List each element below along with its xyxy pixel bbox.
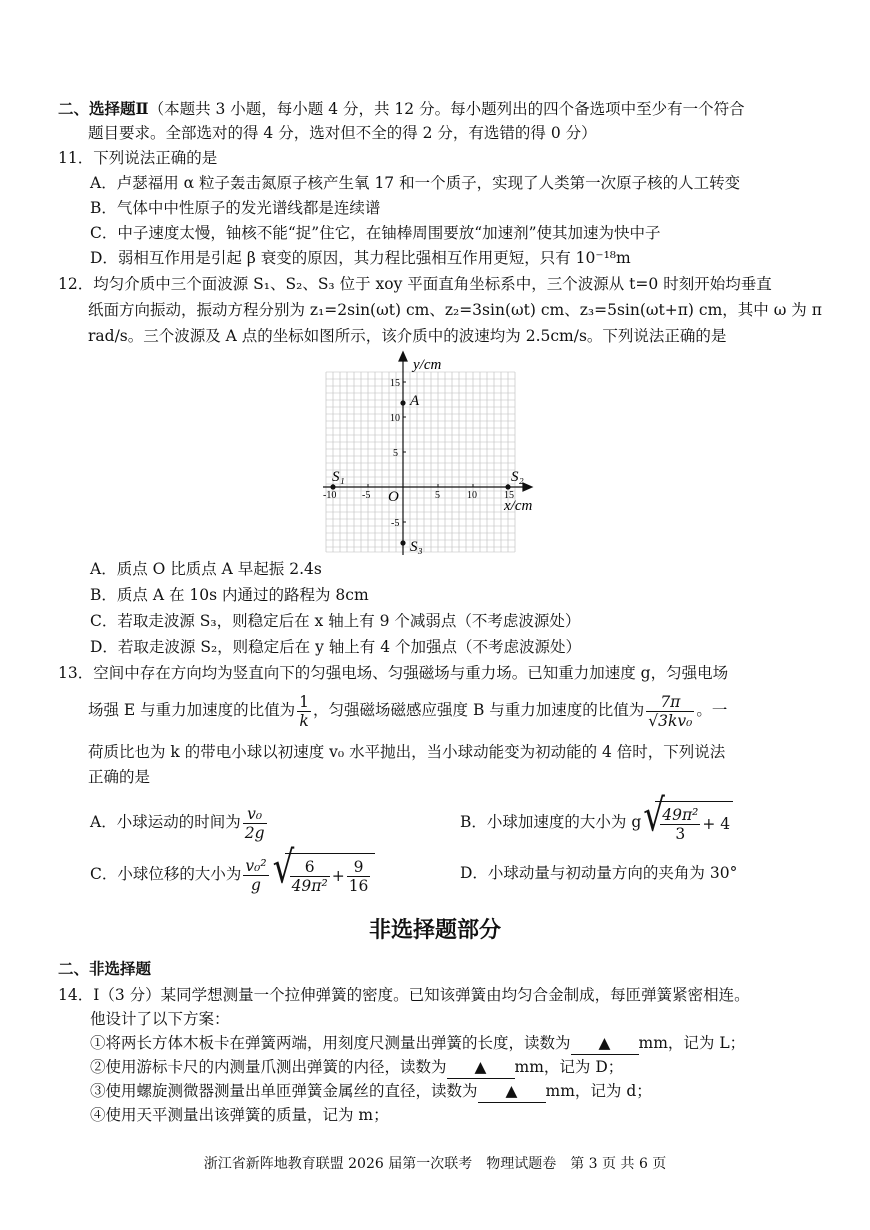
q12-option-c: C．若取走波源 S₃，则稳定后在 x 轴上有 9 个减弱点（不考虑波源处） bbox=[90, 612, 581, 630]
fraction-v0-2g bbox=[243, 805, 267, 842]
q14-step-4: ④使用天平测量出该弹簧的质量，记为 m； bbox=[90, 1106, 389, 1124]
x-tick-neg5: -5 bbox=[362, 490, 371, 501]
frac-den: 2g bbox=[244, 823, 265, 842]
section-choice-2 bbox=[58, 98, 745, 120]
y-tick-10: 10 bbox=[390, 413, 400, 424]
q14-line-1: 14．I（3 分）某同学想测量一个拉伸弹簧的密度。已知该弹簧由均匀合金制成，每匝弹簧紧密相连。 bbox=[58, 986, 750, 1004]
source-s1-label: S₁ bbox=[332, 469, 345, 485]
frac-den: g bbox=[251, 875, 261, 894]
y-axis-label: y/cm bbox=[413, 357, 442, 373]
q13-c-text: C．小球位移的大小为 bbox=[90, 865, 242, 883]
step-3-unit: mm，记为 d； bbox=[545, 1082, 652, 1100]
fraction-6-49pi2 bbox=[290, 858, 330, 895]
axes bbox=[323, 352, 532, 555]
q13-line-2 bbox=[88, 690, 727, 730]
answer-blank-3[interactable]: ▲ bbox=[478, 1080, 546, 1103]
q12-line-2: 纸面方向振动，振动方程分别为 z₁=2sin(ωt) cm、z₂=3sin(ωt) cm、z₃=5sin(ωt+π) cm，其中 ω 为 π bbox=[88, 301, 822, 319]
q13-option-b bbox=[460, 800, 733, 846]
grid bbox=[326, 372, 515, 552]
sqrt-expression bbox=[285, 853, 376, 898]
q13-b-text: B．小球加速度的大小为 g bbox=[460, 813, 642, 831]
point-a-label: A bbox=[410, 393, 420, 409]
q14-step-2 bbox=[90, 1056, 623, 1079]
frac-den: 16 bbox=[348, 877, 369, 895]
q11-option-a: A．卢瑟福用 α 粒子轰击氮原子核产生氧 17 和一个质子，实现了人类第一次原子核的人工转变 bbox=[90, 174, 741, 192]
q12-line-3: rad/s。三个波源及 A 点的坐标如图所示，该介质中的波速均为 2.5cm/s。下列说法正确的是 bbox=[88, 327, 727, 345]
source-s3-label: S₃ bbox=[410, 539, 423, 555]
q13-option-a bbox=[90, 800, 269, 844]
point-a bbox=[400, 400, 405, 405]
frac-num: 7π bbox=[646, 693, 694, 712]
x-tick-15: 15 bbox=[504, 490, 514, 501]
coordinate-figure bbox=[318, 350, 548, 555]
y-tick-neg5: -5 bbox=[391, 518, 400, 529]
frac-num: v₀² bbox=[245, 856, 267, 875]
q13-line-3: 荷质比也为 k 的带电小球以初速度 v₀ 水平抛出，当小球动能变为初动能的 4 倍时，下列说法 bbox=[88, 743, 726, 761]
plus-sign: + bbox=[331, 866, 345, 885]
q14-line-2: 他设计了以下方案： bbox=[90, 1010, 230, 1028]
step-2-text: ②使用游标卡尺的内测量爪测出弹簧的内径，读数为 bbox=[90, 1058, 447, 1076]
part-heading: 非选择题部分 bbox=[368, 918, 501, 943]
fraction-v0sq-g bbox=[243, 857, 268, 894]
q13-option-d: D．小球动量与初动量方向的夹角为 30° bbox=[460, 864, 738, 882]
tick-marks bbox=[333, 382, 508, 522]
x-axis-label: x/cm bbox=[504, 498, 533, 514]
source-s1 bbox=[330, 484, 335, 489]
fraction-7pi bbox=[646, 693, 694, 730]
q11-option-b: B．气体中中性原子的发光谱线都是连续谱 bbox=[90, 199, 381, 217]
q14-step-3 bbox=[90, 1080, 652, 1103]
q13-line-1: 13．空间中存在方向均为竖直向下的匀强电场、匀强磁场与重力场。已知重力加速度 g，匀强电场 bbox=[58, 664, 729, 682]
step-1-unit: mm，记为 L； bbox=[638, 1034, 746, 1052]
step-1-text: ①将两长方体木板卡在弹簧两端，用刻度尺测量出弹簧的长度，读数为 bbox=[90, 1034, 571, 1052]
q13-a-text: A．小球运动的时间为 bbox=[90, 813, 241, 831]
q13-line-2a: 场强 E 与重力加速度的比值为 bbox=[88, 701, 296, 719]
frac-num: √ 6 bbox=[290, 858, 330, 877]
source-s3 bbox=[400, 540, 405, 545]
answer-blank-1[interactable]: ▲ bbox=[571, 1032, 639, 1055]
frac-num: v₀ bbox=[243, 805, 267, 824]
section-title: 二、选择题Ⅱ bbox=[58, 99, 149, 118]
q12-option-d: D．若取走波源 S₂，则稳定后在 y 轴上有 4 个加强点（不考虑波源处） bbox=[90, 638, 582, 656]
step-3-text: ③使用螺旋测微器测量出单匝弹簧金属丝的直径，读数为 bbox=[90, 1082, 478, 1100]
q13-line-2c: 。一 bbox=[696, 701, 728, 719]
source-s2 bbox=[505, 484, 510, 489]
frac-num: √ 49π² bbox=[662, 806, 699, 824]
x-tick-neg10: -10 bbox=[323, 490, 337, 501]
q11-stem: 11．下列说法正确的是 bbox=[58, 149, 218, 167]
frac-den: 49π² bbox=[291, 877, 328, 895]
q12-option-a: A．质点 O 比质点 A 早起振 2.4s bbox=[90, 560, 322, 578]
section-desc-2: 题目要求。全部选对的得 4 分，选对但不全的得 2 分，有选错的得 0 分） bbox=[88, 124, 597, 142]
section-nonchoice: 二、非选择题 bbox=[58, 959, 152, 978]
q13-line-2b: ，匀强磁场磁感应强度 B 与重力加速度的比值为 bbox=[313, 701, 645, 719]
sqrt-expression bbox=[655, 801, 733, 846]
step-2-unit: mm，记为 D； bbox=[514, 1058, 624, 1076]
q13-option-c bbox=[90, 852, 375, 898]
frac-den: 3 bbox=[675, 825, 686, 843]
y-tick-15: 15 bbox=[390, 378, 400, 389]
fraction-1-over-k bbox=[297, 693, 311, 730]
q12-option-b: B．质点 A 在 10s 内通过的路程为 8cm bbox=[90, 586, 369, 604]
source-s2-label: S₂ bbox=[511, 469, 524, 485]
q11-option-c: C．中子速度太慢，铀核不能“捉”住它，在铀棒周围要放“加速剂”使其加速为快中子 bbox=[90, 224, 661, 242]
x-tick-5: 5 bbox=[435, 490, 440, 501]
page-footer: 浙江省新阵地教育联盟 2026 届第一次联考 物理试题卷 第 3 页 共 6 页 bbox=[203, 1156, 667, 1172]
q12-line-1: 12．均匀介质中三个面波源 S₁、S₂、S₃ 位于 xoy 平面直角坐标系中，三个波源从 t=0 时刻开始均垂直 bbox=[58, 275, 772, 293]
q11-option-d: D．弱相互作用是引起 β 衰变的原因，其力程比强相互作用更短，只有 10⁻¹⁸m bbox=[90, 249, 631, 267]
q13-line-4: 正确的是 bbox=[88, 768, 151, 786]
answer-blank-2[interactable]: ▲ bbox=[447, 1056, 515, 1079]
frac-den: k bbox=[299, 711, 309, 730]
frac-num: 1 bbox=[299, 692, 310, 711]
y-tick-5: 5 bbox=[393, 448, 398, 459]
x-tick-10: 10 bbox=[467, 490, 477, 501]
origin-label: O bbox=[388, 489, 399, 505]
section-desc-1: （本题共 3 小题，每小题 4 分，共 12 分。每小题列出的四个备选项中至少有一个符合 bbox=[148, 100, 745, 118]
frac-den: √3kv₀ bbox=[648, 711, 693, 730]
frac-num: 9 bbox=[347, 858, 371, 877]
fraction-9-16 bbox=[347, 858, 371, 895]
q14-step-1 bbox=[90, 1032, 745, 1055]
plus-four: + 4 bbox=[702, 814, 731, 833]
fraction-49pi2-3 bbox=[660, 806, 700, 843]
